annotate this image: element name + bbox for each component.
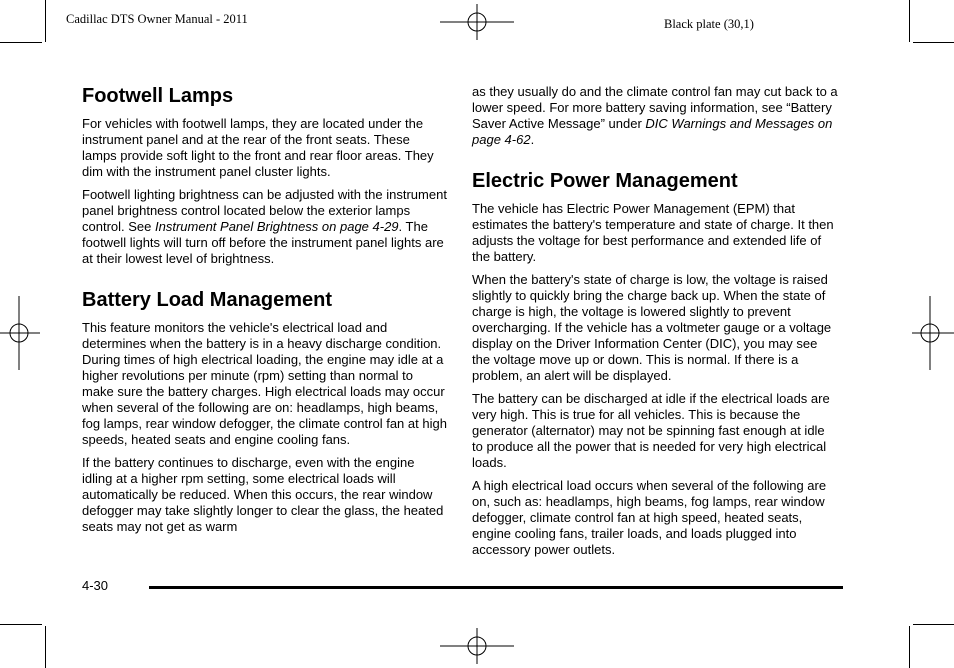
crop-mark bbox=[913, 624, 954, 625]
footer-rule bbox=[149, 586, 843, 589]
paragraph: A high electrical load occurs when several of the following are on, such as: headlamps, high beams, fog lamps, rear window defogger, climate control fan at high speed, heated seats, engine cooling fans, trailer loads, and loads plugged into accessory power outlets. bbox=[472, 478, 827, 557]
section-heading-electric-power-management: Electric Power Management bbox=[472, 170, 738, 192]
crop-mark bbox=[913, 42, 954, 43]
paragraph bbox=[472, 84, 838, 148]
crop-mark bbox=[0, 624, 42, 625]
cross-reference-link[interactable]: DIC Warnings and Messages on page 4-62 bbox=[472, 116, 833, 147]
cross-reference-link[interactable]: Instrument Panel Brightness on page 4-29 bbox=[155, 219, 399, 234]
text: . The footwell lights will turn off before the instrument panel lights are at their lowest level of brightness. bbox=[82, 219, 444, 266]
crop-mark bbox=[45, 0, 46, 42]
section-heading-footwell-lamps: Footwell Lamps bbox=[82, 85, 234, 107]
registration-mark-icon bbox=[440, 628, 514, 664]
crop-mark bbox=[45, 626, 46, 668]
section-heading-battery-load-management: Battery Load Management bbox=[82, 289, 333, 311]
registration-mark-icon bbox=[912, 296, 954, 370]
page-number: 4-30 bbox=[82, 578, 109, 593]
paragraph bbox=[82, 187, 447, 267]
paragraph: The vehicle has Electric Power Management (EPM) that estimates the battery's temperature and state of charge. It then adjusts the voltage for best performance and extended life of the battery. bbox=[472, 201, 834, 264]
left-column bbox=[82, 84, 447, 542]
text: . bbox=[530, 132, 535, 147]
crop-mark bbox=[909, 626, 910, 668]
paragraph: For vehicles with footwell lamps, they are located under the instrument panel and at the rear of the front seats. These lamps provide soft light to the front and rear floor areas. They dim with the instrument panel cluster lights. bbox=[82, 116, 434, 179]
paragraph: This feature monitors the vehicle's electrical load and determines when the battery is in a heavy discharge condition. During times of high electrical loading, the engine may idle at a higher revolutions per minute (rpm) setting than normal to make sure the battery charges. High electrical loads may occur when several of the following are on: headlamps, high beams, fog lamps, rear window defogger, the climate control fan at high speeds, heated seats and engine cooling fans. bbox=[82, 320, 447, 447]
text: as they usually do and the climate control fan may cut back to a lower speed. For more battery saving information, see “Battery Saver Active Message” under bbox=[472, 84, 838, 131]
paragraph: When the battery's state of charge is low, the voltage is raised slightly to quickly bring the charge back up. When the state of charge is high, the voltage is lowered slightly to prevent overcharging. If the vehicle has a voltmeter gauge or a voltage display on the Driver Information Center (DIC), you may see the voltage move up or down. This is normal. If there is a problem, an alert will be displayed. bbox=[472, 272, 832, 383]
crop-mark bbox=[909, 0, 910, 42]
crop-mark bbox=[0, 42, 42, 43]
plate-label: Black plate (30,1) bbox=[664, 17, 754, 31]
paragraph: If the battery continues to discharge, even with the engine idling at a higher rpm setting, some electrical loads will automatically be reduced. When this occurs, the rear window defogger may take slightly longer to clear the glass, the heated seats may not get as warm bbox=[82, 455, 444, 534]
registration-mark-icon bbox=[0, 296, 40, 370]
paragraph: The battery can be discharged at idle if the electrical loads are very high. This is true for all vehicles. This is because the generator (alternator) may not be spinning fast enough at idle to produce all the power that is needed for very high electrical loads. bbox=[472, 391, 830, 470]
registration-mark-icon bbox=[440, 4, 514, 40]
document-header-left: Cadillac DTS Owner Manual - 2011 bbox=[66, 12, 248, 26]
right-column bbox=[472, 84, 838, 565]
text: Footwell lighting brightness can be adjusted with the instrument panel brightness control located below the exterior lamps control. See bbox=[82, 187, 447, 234]
